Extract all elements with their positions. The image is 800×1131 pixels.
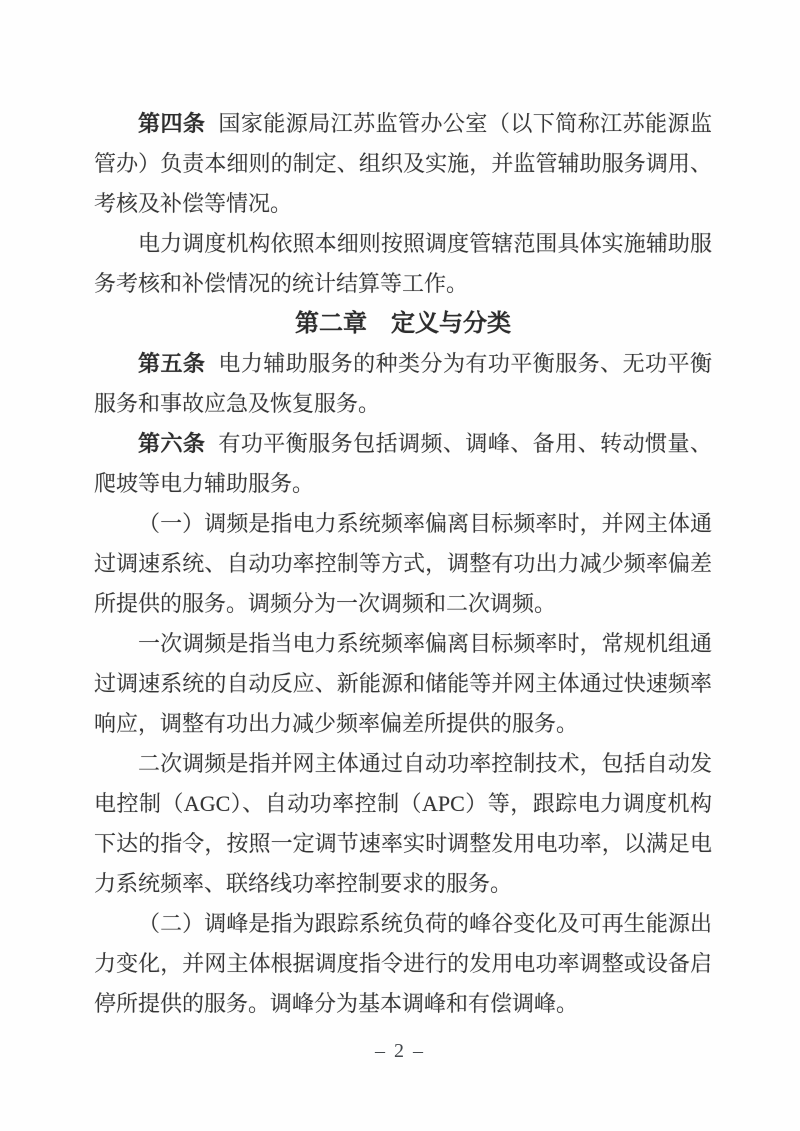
article-label: 第五条 — [138, 351, 206, 376]
article-label: 第六条 — [138, 431, 206, 456]
paragraph-item-1 — [94, 504, 712, 624]
chapter-title: 定义与分类 — [391, 310, 511, 337]
paragraph-item-2 — [94, 904, 712, 1024]
paragraph-text: 二次调频是指并网主体通过自动功率控制技术，包括自动发电控制（AGC）、自动功率控制（APC）等，跟踪电力调度机构下达的指令，按照一定调节速率实时调整发用电功率，以满足电力系统频率、联络线功率控制要求的服务。 — [94, 751, 712, 896]
paragraph-article-4 — [94, 104, 712, 224]
paragraph-text: （二）调峰是指为跟踪系统负荷的峰谷变化及可再生能源出力变化，并网主体根据调度指令进行的发用电功率调整或设备启停所提供的服务。调峰分为基本调峰和有偿调峰。 — [94, 911, 712, 1016]
page-number: – 2 – — [375, 1040, 425, 1062]
paragraph — [94, 744, 712, 904]
paragraph — [94, 224, 712, 304]
paragraph-text: 电力辅助服务的种类分为有功平衡服务、无功平衡服务和事故应急及恢复服务。 — [94, 351, 712, 416]
paragraph-text: （一）调频是指电力系统频率偏离目标频率时，并网主体通过调速系统、自动功率控制等方式，调整有功出力减少频率偏差所提供的服务。调频分为一次调频和二次调频。 — [94, 511, 712, 616]
chapter-heading — [94, 304, 712, 344]
paragraph — [94, 624, 712, 744]
document-body — [94, 104, 712, 1024]
paragraph-article-5 — [94, 344, 712, 424]
chapter-number: 第二章 — [295, 310, 367, 337]
paragraph-text: 一次调频是指当电力系统频率偏离目标频率时，常规机组通过调速系统的自动反应、新能源和储能等并网主体通过快速频率响应，调整有功出力减少频率偏差所提供的服务。 — [94, 631, 712, 736]
paragraph-text: 有功平衡服务包括调频、调峰、备用、转动惯量、爬坡等电力辅助服务。 — [94, 431, 712, 496]
paragraph-text: 国家能源局江苏监管办公室（以下简称江苏能源监管办）负责本细则的制定、组织及实施，并监管辅助服务调用、考核及补偿等情况。 — [94, 111, 712, 216]
paragraph-text: 电力调度机构依照本细则按照调度管辖范围具体实施辅助服务考核和补偿情况的统计结算等工作。 — [94, 231, 712, 296]
paragraph-article-6 — [94, 424, 712, 504]
article-label: 第四条 — [138, 111, 206, 136]
